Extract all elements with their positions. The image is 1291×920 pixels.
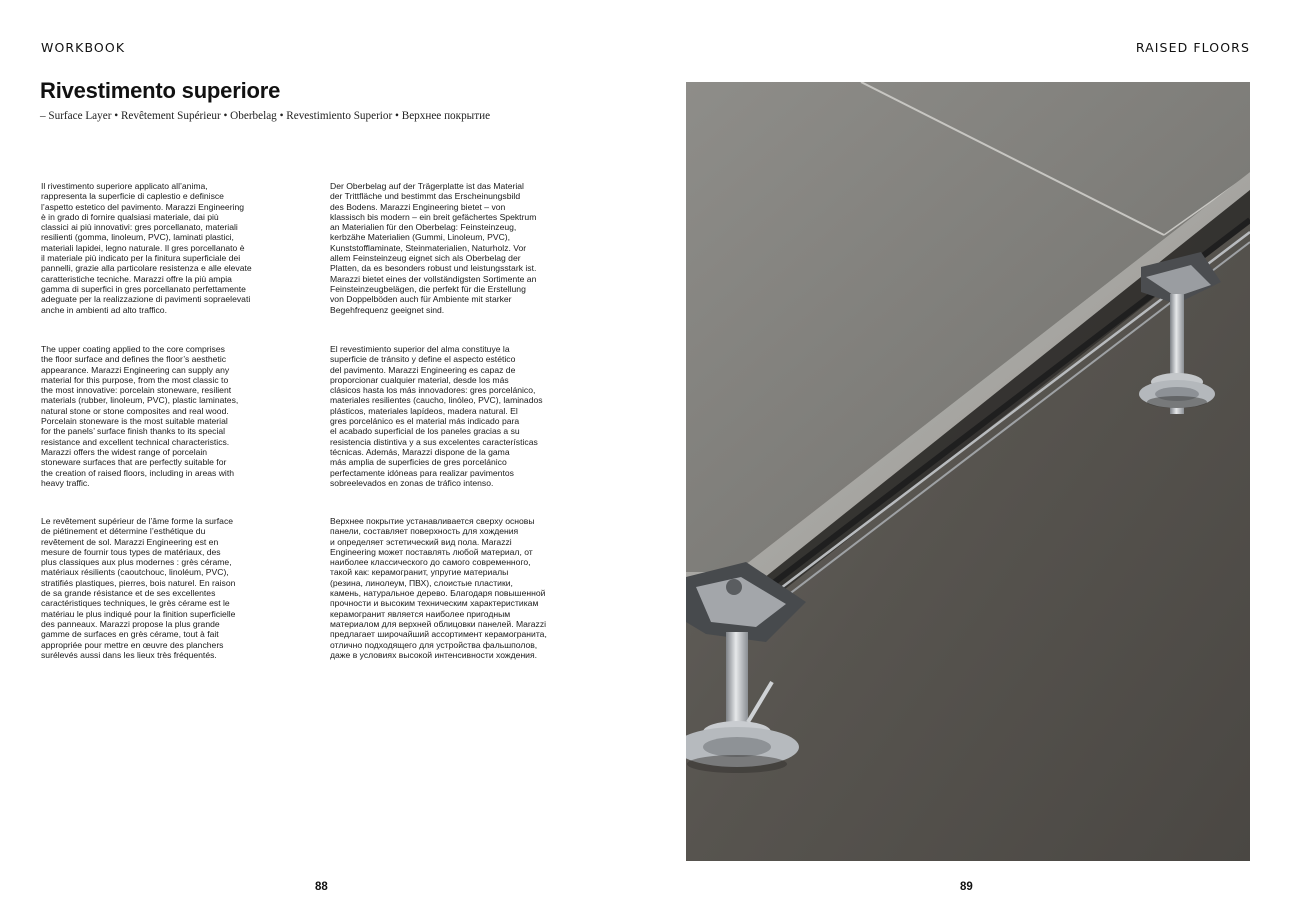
raised-floor-photo [686, 82, 1250, 861]
page-number-left: 88 [315, 881, 328, 893]
paragraph-russian: Верхнее покрытие устанавливается сверху основы панели, составляет поверхность для хождения и определяет эстетический вид пола. Marazzi Engineering может поставлять любой материал, от наиболее классического до самого современного, такой как: керамогранит, упругие материалы (резина, линолеум, ПВХ), слоистые пластики, камень, натуральное дерево. Благодаря повышенной прочности и высоким техническим характеристикам керамогранит является наиболее пригодным материалом для верхней облицовки панелей. Marazzi предлагает широчайший ассортимент керамогранита, отлично подходящего для устройства фальшполов, даже в условиях высокой интенсивности хождения. [330, 516, 547, 660]
paragraph-german: Der Oberbelag auf der Trägerplatte ist das Material der Trittfläche und bestimmt das Erscheinungsbild des Bodens. Marazzi Engineering bietet – von klassisch bis modern – ein breit gefächertes Spektrum an Materialien für den Oberbelag: Feinsteinzeug, kerbzähe Materialien (Gummi, Linoleum, PVC), Kunststofflaminate, Steinmaterialien, Naturholz. Vor allem Feinsteinzeug eignet sich als Oberbelag der Platten, da es besonders robust und leistungsstark ist. Marazzi bietet eines der vollständigsten Sortimente an Feinsteinzeugbelägen, die perfekt für die Erstellung von Doppelböden auch für Ambiente mit starker Begehfrequenz geeignet sind. [330, 181, 537, 315]
paragraph-spanish: El revestimiento superior del alma constituye la superficie de tránsito y define el aspecto estético del pavimento. Marazzi Engineering es capaz de proporcionar cualquier material, desde los más clásicos hasta los más innovadores: gres porcelánico, materiales resilientes (caucho, linóleo, PVC), laminados plásticos, materiales lapídeos, madera natural. El gres porcelánico es el material más indicado para el acabado superficial de los paneles gracias a su resistencia distintiva y a sus excelentes características técnicas. Además, Marazzi dispone de la gama más amplia de superficies de gres porcelánico perfectamente idóneas para realizar pavimentos sobreelevados en zonas de tráfico intenso. [330, 344, 543, 488]
page-title: Rivestimento superiore [40, 78, 281, 103]
page-subtitle: – Surface Layer • Revêtement Supérieur • Oberbelag • Revestimiento Superior • Верхнее покрытие [40, 110, 491, 122]
page-number-right: 89 [960, 881, 973, 893]
paragraph-italian: Il rivestimento superiore applicato all’anima, rappresenta la superficie di caplestio e definisce l’aspetto estetico del pavimento. Marazzi Engineering è in grado di fornire qualsiasi materiale, dai più classici ai più innovativi: gres porcellanato, materiali resilienti (gomma, linoleum, PVC), laminati plastici, materiali lapidei, legno naturale. Il gres porcellanato è il materiale più indicato per la finitura superficiale dei pannelli, grazie alla particolare resistenza e alle elevate caratteristiche tecniche. Marazzi offre la più ampia gamma di superfici in gres porcellanato perfettamente adeguate per la realizzazione di pavimenti sopraelevati anche in ambienti ad alto traffico. [41, 181, 252, 315]
running-header-workbook: WORKBOOK [41, 40, 126, 55]
paragraph-french: Le revêtement supérieur de l’âme forme la surface de piétinement et détermine l’esthétique du revêtement de sol. Marazzi Engineering est en mesure de fournir tous types de matériaux, des plus classiques aux plus modernes : grès cérame, matériaux résilients (caoutchouc, linoléum, PVC), stratifiés plastiques, pierres, bois naturel. En raison de sa grande résistance et de ses excellentes caractéristiques techniques, le grès cérame est le matériau le plus indiqué pour la finition superficielle des panneaux. Marazzi propose la plus grande gamme de surfaces en grès cérame, tout à fait appropriée pour mettre en œuvre des planchers surélevés aussi dans les lieux très fréquentés. [41, 516, 236, 660]
paragraph-english: The upper coating applied to the core comprises the floor surface and defines the floor’s aesthetic appearance. Marazzi Engineering can supply any material for this purpose, from the most classic to the most innovative: porcelain stoneware, resilient materials (rubber, linoleum, PVC), plastic laminates, natural stone or stone composites and real wood. Porcelain stoneware is the most suitable material for the panels’ surface finish thanks to its special resistance and excellent technical characteristics. Marazzi offers the widest range of porcelain stoneware surfaces that are perfectly suitable for the creation of raised floors, including in areas with heavy traffic. [41, 344, 239, 488]
running-header-raised-floors: RAISED FLOORS [1135, 40, 1250, 55]
